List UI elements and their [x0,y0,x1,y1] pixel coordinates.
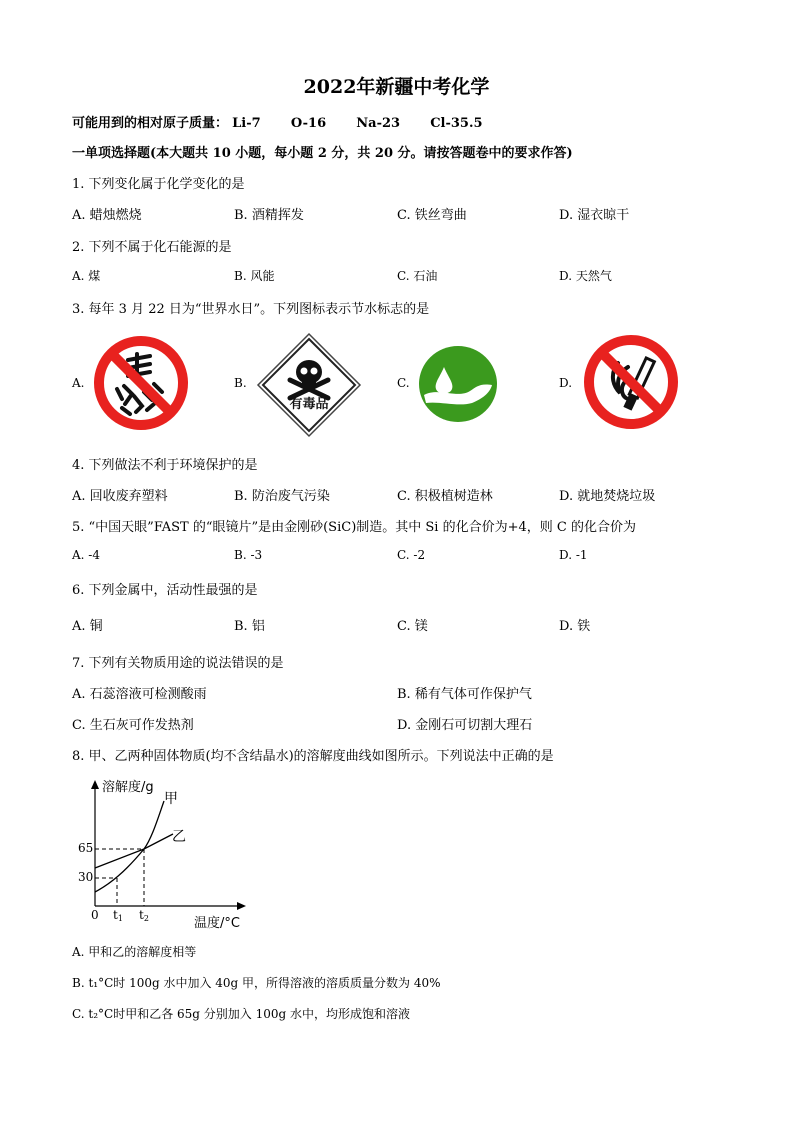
chart-ylabel: 溶解度/g [102,780,154,795]
q6-option-b[interactable]: B. 铝 [234,619,265,634]
toxic-label: 有毒品 [289,397,329,412]
no-smoking-icon [582,333,680,431]
atomic-mass-cl: Cl-35.5 [430,116,483,131]
q7-option-b[interactable]: B. 稀有气体可作保护气 [397,687,532,702]
q1-option-a[interactable]: A. 蜡烛燃烧 [72,208,142,223]
q6-option-a[interactable]: A. 铜 [72,619,103,634]
y-tick-30: 30 [78,870,94,884]
atomic-mass-li: Li-7 [232,116,261,131]
toxic-icon [256,332,362,438]
atomic-mass-label: 可能用到的相对原子质量： [72,116,229,131]
q3-option-a[interactable]: A. [72,376,85,390]
q4-option-c[interactable]: C. 积极植树造林 [397,489,493,504]
q5-option-b[interactable]: B. -3 [234,548,263,562]
q4-option-d[interactable]: D. 就地焚烧垃圾 [559,489,656,504]
q4-option-a[interactable]: A. 回收废弃塑料 [72,489,168,504]
atomic-mass-line [72,112,509,131]
solubility-chart-plot [80,778,280,928]
x-tick-t2: $t_2$ [139,908,149,923]
q2-option-d[interactable]: D. 天然气 [559,269,612,283]
series-label-jia: 甲 [164,791,178,807]
section-header: 一单项选择题(本大题共 10 小题，每小题 2 分，共 20 分。请按答题卷中的要求作答) [72,146,573,161]
series-label-yi: 乙 [172,829,186,845]
q4-option-b[interactable]: B. 防治废气污染 [234,489,330,504]
q8-option-a[interactable]: A. 甲和乙的溶解度相等 [72,945,197,959]
solubility-chart [78,778,280,931]
x-tick-0: 0 [91,908,99,922]
question-8-stem: 8. 甲、乙两种固体物质(均不含结晶水)的溶解度曲线如图所示。下列说法中正确的是 [72,749,554,764]
q8-option-c[interactable]: C. t₂°C时甲和乙各 65g 分别加入 100g 水中，均形成饱和溶液 [72,1007,410,1021]
q7-option-a[interactable]: A. 石蕊溶液可检测酸雨 [72,687,207,702]
question-4-stem: 4. 下列做法不利于环境保护的是 [72,458,258,473]
q5-option-a[interactable]: A. -4 [72,548,100,562]
atomic-mass-o: O-16 [290,116,327,131]
x-tick-t1: $t_1$ [113,908,123,923]
q3-option-c[interactable]: C. [397,376,410,390]
no-burning-icon [92,334,190,432]
y-tick-65: 65 [78,841,94,855]
q7-option-c[interactable]: C. 生石灰可作发热剂 [72,718,194,733]
question-6-stem: 6. 下列金属中，活动性最强的是 [72,583,258,598]
q2-option-c[interactable]: C. 石油 [397,269,438,283]
q3-option-b[interactable]: B. [234,376,247,390]
q2-option-b[interactable]: B. 风能 [234,269,275,283]
page-title: 2022年新疆中考化学 [303,76,490,98]
question-2-stem: 2. 下列不属于化石能源的是 [72,240,232,255]
water-saving-icon [418,345,498,423]
q5-option-d[interactable]: D. -1 [559,548,588,562]
question-1-stem: 1. 下列变化属于化学变化的是 [72,177,245,192]
q5-option-c[interactable]: C. -2 [397,548,426,562]
q1-option-b[interactable]: B. 酒精挥发 [234,208,304,223]
q7-option-d[interactable]: D. 金刚石可切割大理石 [397,718,533,733]
q6-option-c[interactable]: C. 镁 [397,619,428,634]
q2-option-a[interactable]: A. 煤 [72,269,101,283]
q8-option-b[interactable]: B. t₁°C时 100g 水中加入 40g 甲，所得溶液的溶质质量分数为 40% [72,976,441,990]
atomic-mass-na: Na-23 [356,116,401,131]
q1-option-d[interactable]: D. 湿衣晾干 [559,208,630,223]
question-3-stem: 3. 每年 3 月 22 日为“世界水日”。下列图标表示节水标志的是 [72,302,430,317]
question-5-stem: 5. “中国天眼”FAST 的“眼镜片”是由金刚砂(SiC)制造。其中 Si 的化合价为+4，则 C 的化合价为 [72,520,636,535]
q1-option-c[interactable]: C. 铁丝弯曲 [397,208,467,223]
q3-option-d[interactable]: D. [559,376,573,390]
question-7-stem: 7. 下列有关物质用途的说法错误的是 [72,656,284,671]
chart-xlabel: 温度/°C [194,916,240,931]
q6-option-d[interactable]: D. 铁 [559,619,591,634]
